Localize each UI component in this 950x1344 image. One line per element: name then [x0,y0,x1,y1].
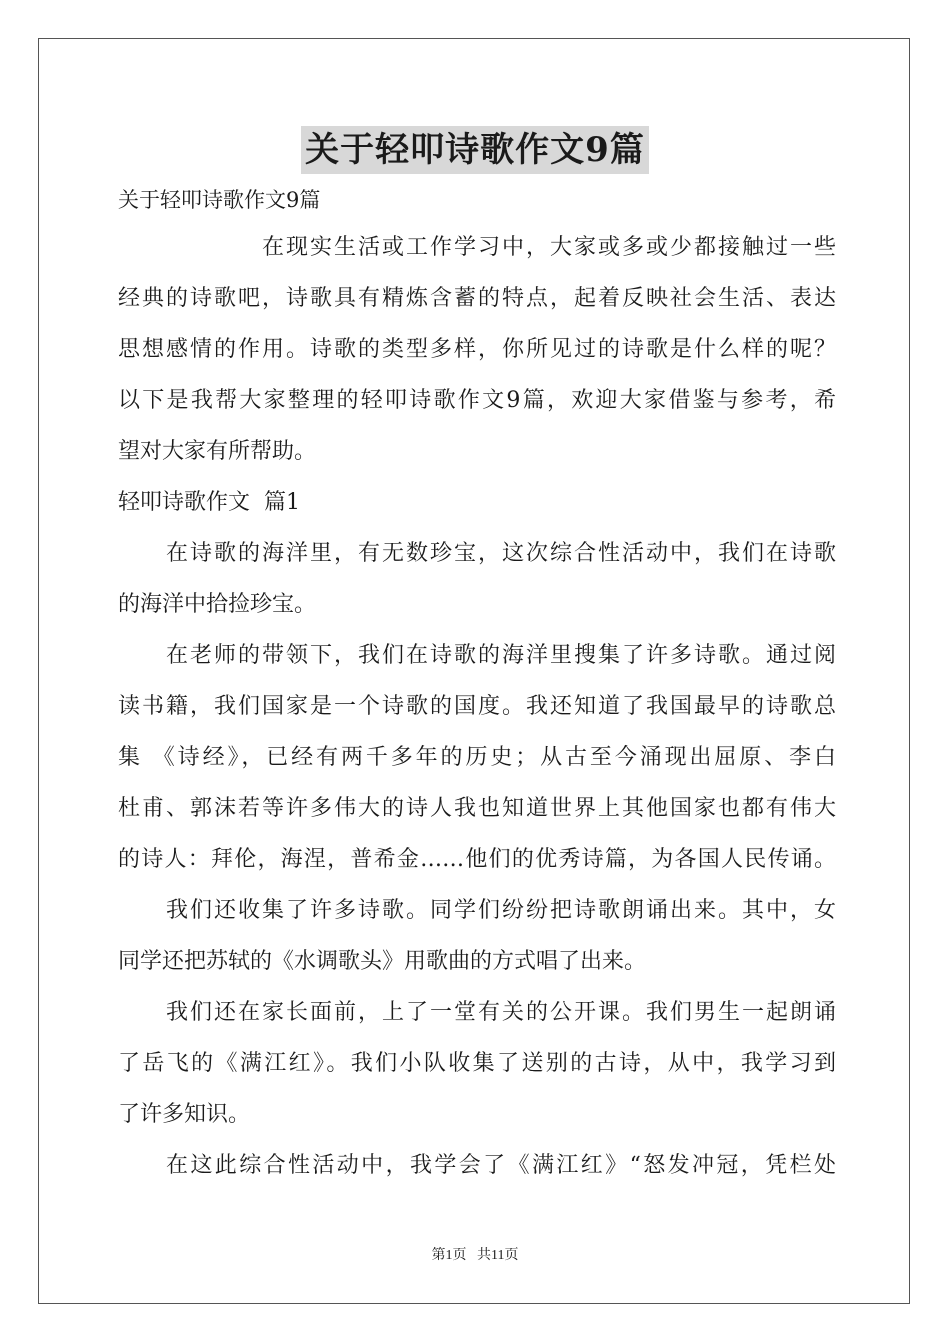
intro-line: 经典的诗歌吧，诗歌具有精炼含蓄的特点，起着反映社会生活、表达 [118,286,836,311]
title-container [0,126,950,174]
document-subtitle: 关于轻叩诗歌作文9篇 [118,188,321,212]
document-title: 关于轻叩诗歌作文9篇 [301,126,649,174]
essay-line: 读书籍，我们国家是一个诗歌的国度。我还知道了我国最早的诗歌总 [118,694,836,719]
essay-line: 的海洋中拾捡珍宝。 [118,592,317,617]
section-heading: 轻叩诗歌作文 篇1 [118,490,300,515]
essay-line: 集 《诗经》，已经有两千多年的历史；从古至今涌现出屈原、李白 [118,745,836,770]
essay-line: 杜甫、郭沫若等许多伟大的诗人我也知道世界上其他国家也都有伟大 [118,796,836,821]
essay-line: 了岳飞的《满江红》。我们小队收集了送别的古诗，从中，我学习到 [118,1051,836,1076]
essay-line: 我们还收集了许多诗歌。同学们纷纷把诗歌朗诵出来。其中，女 [166,898,836,923]
essay-line: 同学还把苏轼的《水调歌头》用歌曲的方式唱了出来。 [118,949,647,974]
intro-line: 在现实生活或工作学习中，大家或多或少都接触过一些 [262,235,836,260]
essay-line: 的诗人：拜伦，海涅，普希金……他们的优秀诗篇，为各国人民传诵。 [118,847,836,872]
intro-line: 望对大家有所帮助。 [118,439,317,464]
document-body [118,178,836,1191]
essay-line: 我们还在家长面前，上了一堂有关的公开课。我们男生一起朗诵 [166,1000,836,1025]
essay-line: 在老师的带领下，我们在诗歌的海洋里搜集了许多诗歌。通过阅 [166,643,836,668]
intro-line: 以下是我帮大家整理的轻叩诗歌作文9篇，欢迎大家借鉴与参考，希 [118,388,836,413]
essay-line: 在诗歌的海洋里，有无数珍宝，这次综合性活动中，我们在诗歌 [166,541,836,566]
intro-line: 思想感情的作用。诗歌的类型多样，你所见过的诗歌是什么样的呢？ [118,337,836,362]
page-number-footer: 第1页 共11页 [431,1248,519,1263]
essay-line: 了许多知识。 [118,1102,251,1127]
essay-line: 在这此综合性活动中，我学会了《满江红》“怒发冲冠，凭栏处 [166,1153,836,1178]
